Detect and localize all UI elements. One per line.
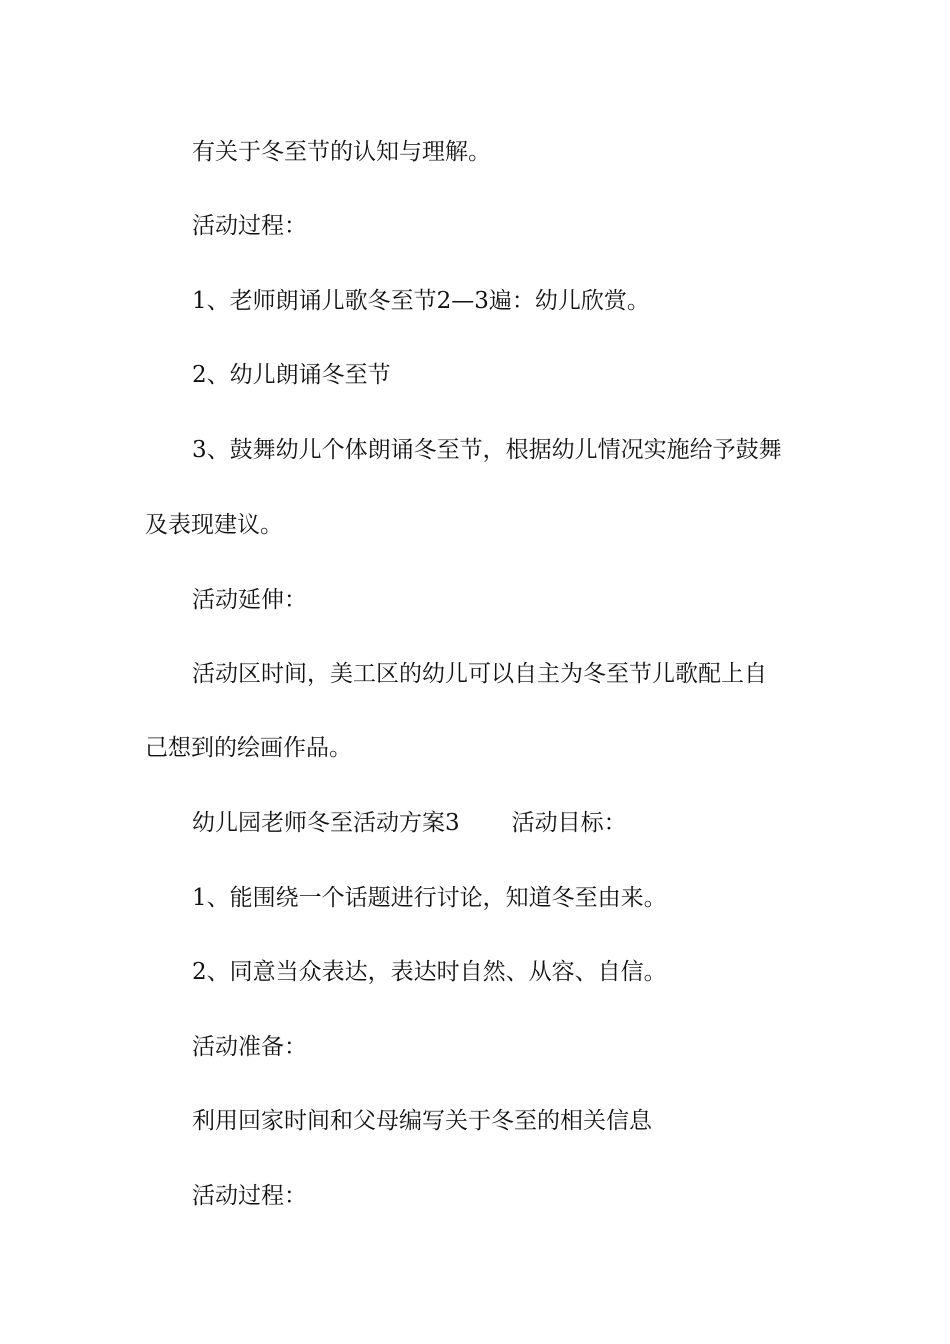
paragraph-line: 1、老师朗诵儿歌冬至节2—3遍：幼儿欣赏。: [192, 288, 650, 314]
paragraph-line: 利用回家时间和父母编写关于冬至的相关信息: [192, 1108, 652, 1134]
section-heading: 活动过程：: [192, 213, 307, 239]
section-heading: 活动目标：: [511, 810, 627, 836]
section-heading: 活动准备：: [192, 1034, 307, 1060]
paragraph-line: 1、能围绕一个话题进行讨论，知道冬至由来。: [192, 885, 667, 911]
paragraph-line: 及表现建议。: [145, 512, 283, 538]
paragraph-line: 己想到的绘画作品。: [145, 735, 352, 761]
paragraph-line: 活动区时间，美工区的幼儿可以自主为冬至节儿歌配上自: [192, 661, 767, 687]
paragraph-line: 2、同意当众表达，表达时自然、从容、自信。: [192, 959, 667, 985]
paragraph-line: 3、鼓舞幼儿个体朗诵冬至节，根据幼儿情况实施给予鼓舞: [192, 437, 782, 463]
section-heading: 活动过程：: [192, 1183, 307, 1209]
section-heading: 活动延伸：: [192, 587, 307, 613]
paragraph-line: 2、幼儿朗诵冬至节: [192, 362, 391, 388]
paragraph-line: 有关于冬至节的认知与理解。: [192, 139, 491, 165]
plan-title: 幼儿园老师冬至活动方案3: [192, 810, 460, 836]
section-title-line: [145, 808, 862, 838]
